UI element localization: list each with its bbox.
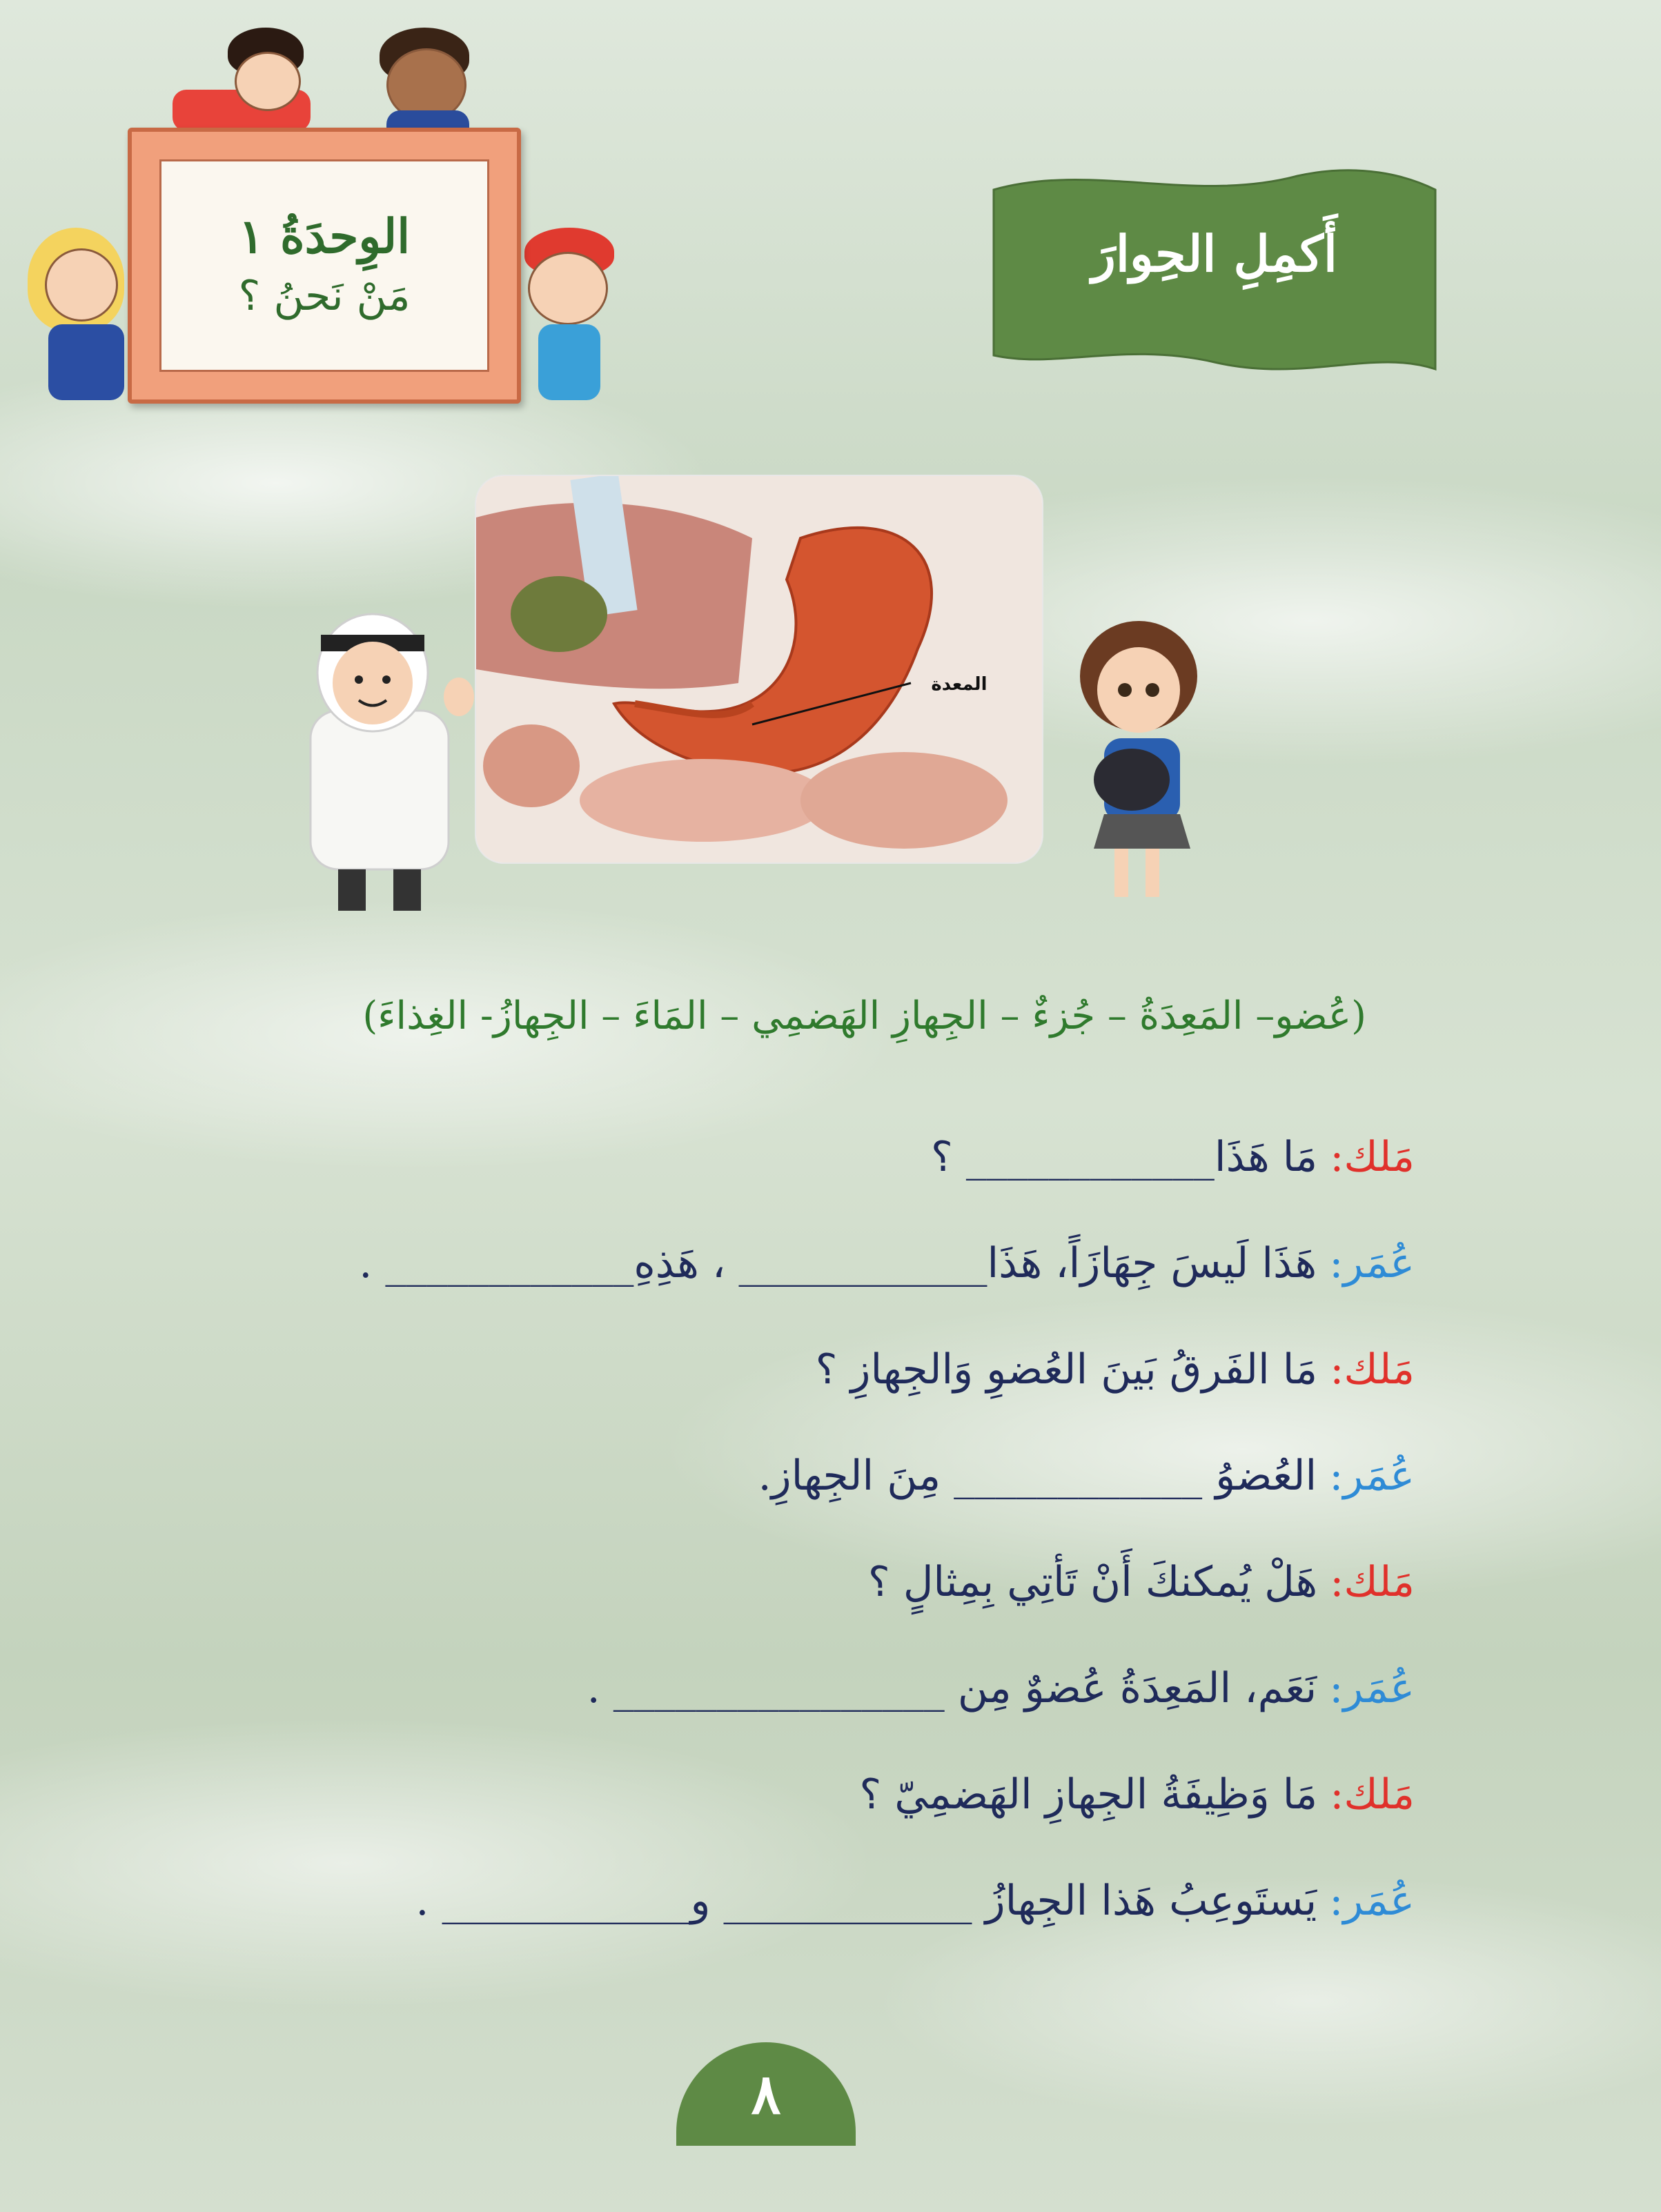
dialogue-text: مَا الفَرقُ بَينَ العُضوِ وَالجِهازِ ؟ xyxy=(815,1345,1318,1394)
page-number: ٨ xyxy=(676,2042,856,2146)
section-title: أَكمِلِ الحِوارَ xyxy=(1092,224,1337,283)
dialogue-line xyxy=(104,1210,1415,1316)
speaker-colon: : xyxy=(1330,1558,1344,1606)
kid-lying-illustration xyxy=(152,28,331,138)
digestive-organs-illustration xyxy=(476,476,1042,862)
dialogue-text[interactable]: هَذَا لَيسَ جِهَازَاً، هَذَا____________ ، هَذِهِ____________ . xyxy=(359,1239,1317,1287)
omar-character-illustration xyxy=(283,607,490,925)
dialogue xyxy=(104,1104,1415,1954)
dialogue-line xyxy=(104,1529,1415,1635)
unit-title: الوِحدَةُ ١ xyxy=(238,208,411,264)
speaker-colon: : xyxy=(1330,1345,1344,1394)
stomach-label: المعدة xyxy=(931,674,987,695)
speaker-name: مَلك xyxy=(1344,1345,1415,1394)
speaker-name: مَلك xyxy=(1344,1558,1415,1606)
dialogue-line xyxy=(104,1423,1415,1529)
unit-subtitle: مَنْ نَحنُ ؟ xyxy=(238,272,411,321)
section-flag xyxy=(987,162,1442,383)
kid-right-illustration xyxy=(511,228,628,414)
dialogue-line xyxy=(104,1316,1415,1423)
dialogue-text[interactable]: يَستَوعِبُ هَذا الجِهازُ ____________ و____________ . xyxy=(415,1877,1317,1925)
dialogue-text[interactable]: نَعَم، المَعِدَةُ عُضوٌ مِن ________________ . xyxy=(587,1664,1317,1712)
speaker-name: عُمَر xyxy=(1343,1877,1415,1925)
unit-header xyxy=(0,0,656,442)
dialogue-line xyxy=(104,1104,1415,1210)
stomach-figure xyxy=(476,476,1042,862)
speaker-colon: : xyxy=(1329,1664,1344,1712)
dialogue-line xyxy=(104,1635,1415,1741)
speaker-colon: : xyxy=(1329,1877,1344,1925)
word-bank: (عُضو– المَعِدَةُ – جُزءٌ – الجِهازِ الهَضمِي – المَاءَ – الجِهازُ- الغِذاءَ) xyxy=(362,994,1366,1038)
dialogue-text[interactable]: مَا هَذَا____________ ؟ xyxy=(930,1133,1318,1181)
speaker-name: عُمَر xyxy=(1343,1452,1415,1500)
speaker-name: مَلك xyxy=(1344,1770,1415,1819)
dialogue-text: هَلْ يُمكنكَ أَنْ تَأتِي بِمِثالٍ ؟ xyxy=(867,1558,1318,1606)
unit-board-panel xyxy=(159,159,489,372)
dialogue-text: مَا وَظِيفَةُ الجِهازِ الهَضمِيّ ؟ xyxy=(859,1770,1318,1819)
malak-character-illustration xyxy=(1056,621,1235,911)
dialogue-line xyxy=(104,1741,1415,1848)
speaker-colon: : xyxy=(1330,1133,1344,1181)
speaker-colon: : xyxy=(1330,1770,1344,1819)
unit-board xyxy=(128,128,521,404)
speaker-name: عُمَر xyxy=(1343,1239,1415,1287)
dialogue-text[interactable]: العُضوُ ____________ مِنَ الجِهازِ. xyxy=(758,1452,1317,1500)
speaker-name: مَلك xyxy=(1344,1133,1415,1181)
dialogue-line xyxy=(104,1848,1415,1954)
speaker-name: عُمَر xyxy=(1343,1664,1415,1712)
speaker-colon: : xyxy=(1329,1239,1344,1287)
speaker-colon: : xyxy=(1329,1452,1344,1500)
